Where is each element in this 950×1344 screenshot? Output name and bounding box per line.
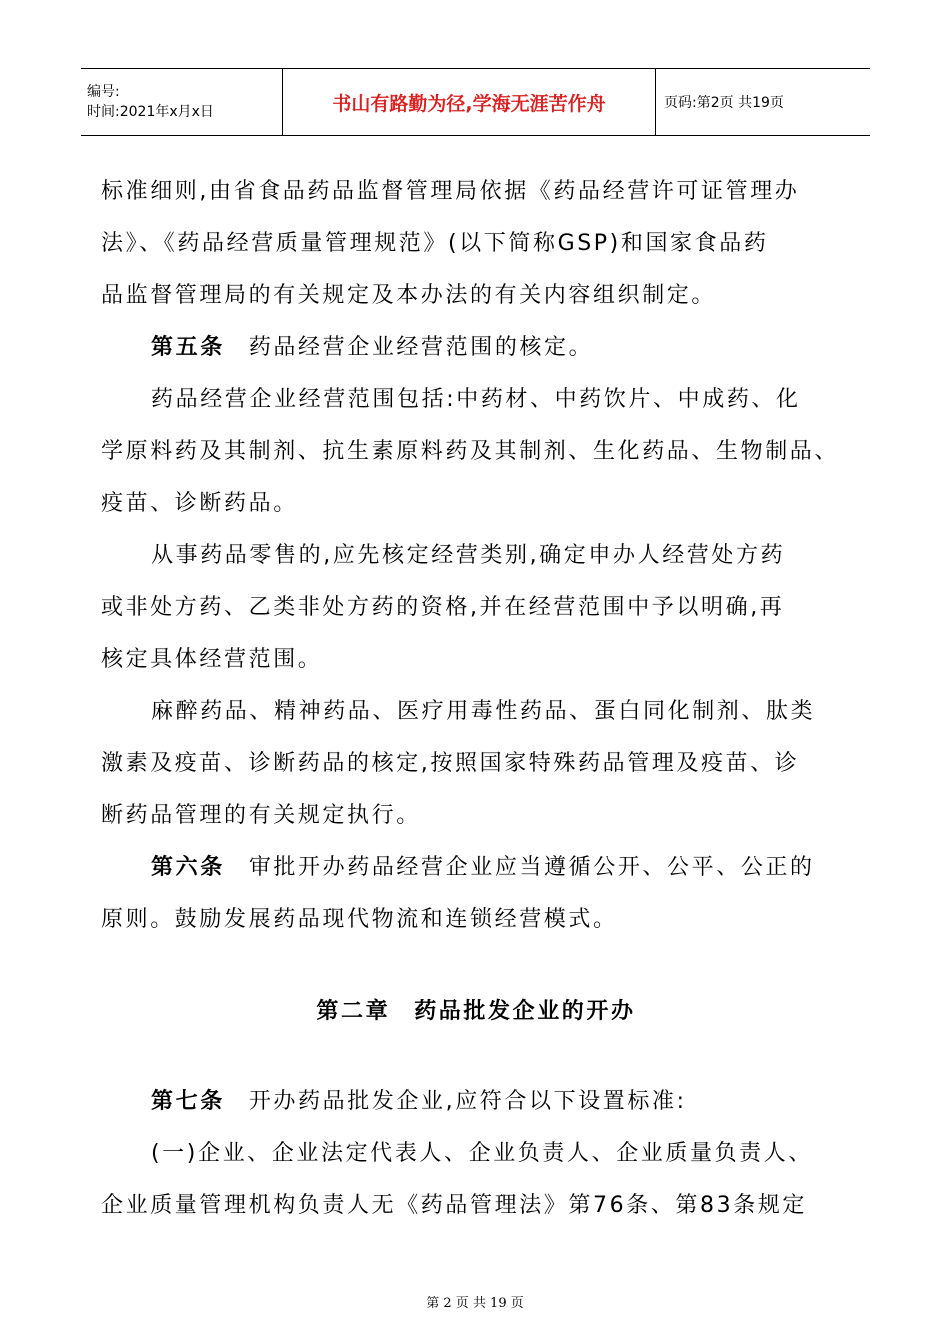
header-motto: 书山有路勤为径,学海无涯苦作舟 xyxy=(282,69,656,135)
document-number-label: 编号: xyxy=(87,84,120,100)
body-line: 或非处方药、乙类非处方药的资格,并在经营范围中予以明确,再 xyxy=(101,595,785,620)
body-line: (一)企业、企业法定代表人、企业负责人、企业质量负责人、 xyxy=(151,1141,813,1166)
article-text: 药品经营企业经营范围的核定。 xyxy=(248,335,594,360)
article-7 xyxy=(101,1076,851,1128)
body-line: 标准细则,由省食品药品监督管理局依据《药品经营许可证管理办 xyxy=(101,179,800,204)
body-line: 药品经营企业经营范围包括:中药材、中药饮片、中成药、化 xyxy=(151,387,801,412)
header-meta xyxy=(81,69,282,135)
page-header xyxy=(81,68,870,136)
body-line: 激素及疫苗、诊断药品的核定,按照国家特殊药品管理及疫苗、诊 xyxy=(101,751,800,776)
article-title: 第五条 xyxy=(151,335,225,360)
document-body xyxy=(101,166,851,1232)
chapter-title: 药品批发企业的开办 xyxy=(414,999,636,1024)
article-title: 第七条 xyxy=(151,1089,225,1114)
header-page-info: 页码:第2页 共19页 xyxy=(664,95,784,111)
document-date: 时间:2021年x月x日 xyxy=(87,104,214,120)
body-line: 品监督管理局的有关规定及本办法的有关内容组织制定。 xyxy=(101,283,717,308)
body-line: 疫苗、诊断药品。 xyxy=(101,491,298,516)
article-5 xyxy=(101,322,851,374)
article-text: 开办药品批发企业,应符合以下设置标准: xyxy=(248,1089,687,1114)
article-title: 第六条 xyxy=(151,855,225,880)
body-line: 学原料药及其制剂、抗生素原料药及其制剂、生化药品、生物制品、 xyxy=(101,439,840,464)
body-line: 核定具体经营范围。 xyxy=(101,647,323,672)
chapter-number: 第二章 xyxy=(316,999,391,1024)
body-line: 麻醉药品、精神药品、医疗用毒性药品、蛋白同化制剂、肽类 xyxy=(151,699,816,724)
body-line: 原则。鼓励发展药品现代物流和连锁经营模式。 xyxy=(101,907,618,932)
body-line: 从事药品零售的,应先核定经营类别,确定申办人经营处方药 xyxy=(151,543,786,568)
article-text: 审批开办药品经营企业应当遵循公开、公平、公正的 xyxy=(248,855,815,880)
article-6 xyxy=(101,842,851,894)
page-footer: 第 2 页 共 19 页 xyxy=(426,1296,524,1311)
body-line: 企业质量管理机构负责人无《药品管理法》第76条、第83条规定 xyxy=(101,1193,807,1218)
body-line: 法》、《药品经营质量管理规范》(以下简称GSP)和国家食品药 xyxy=(101,231,769,256)
chapter-heading xyxy=(101,986,851,1038)
body-line: 断药品管理的有关规定执行。 xyxy=(101,803,421,828)
